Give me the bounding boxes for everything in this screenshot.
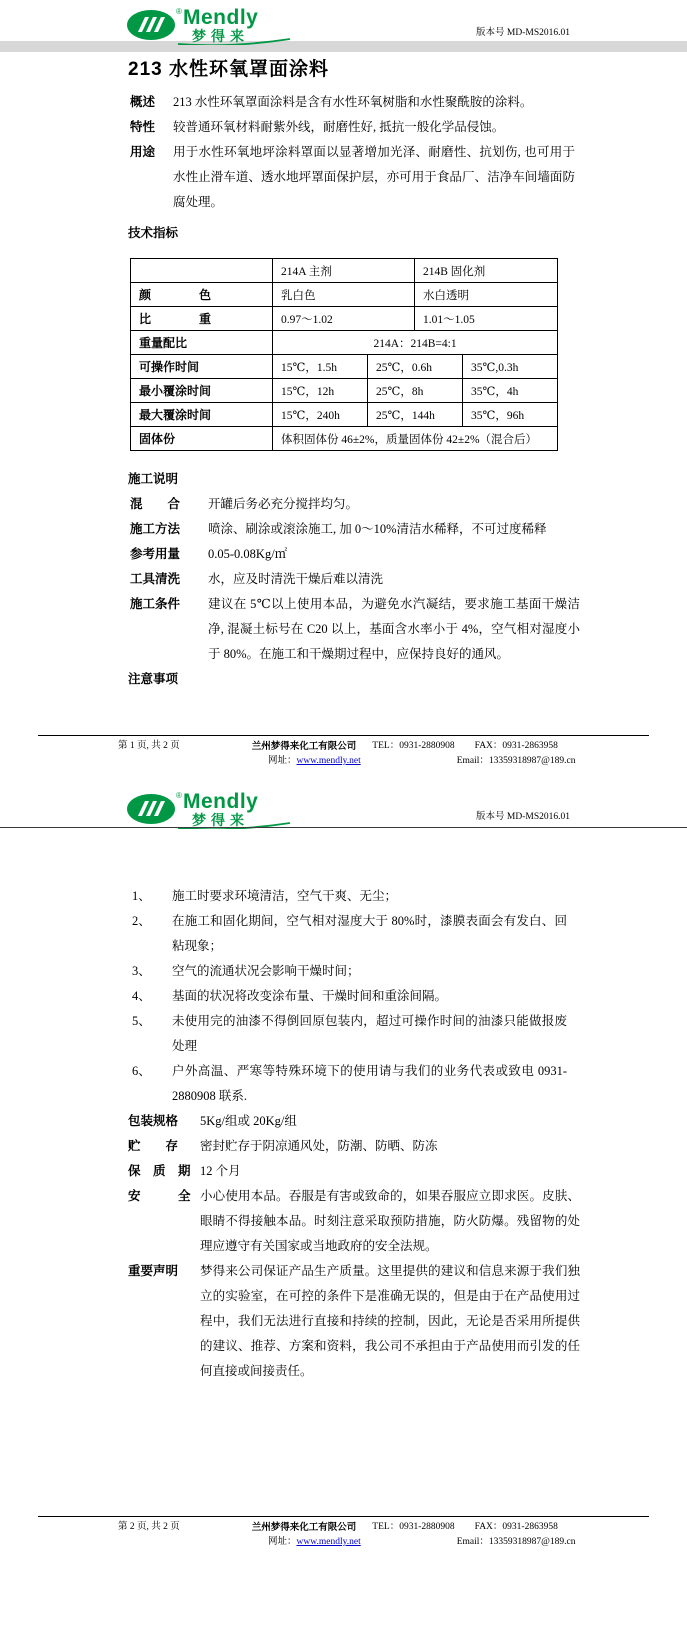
footer-line-2 (0, 754, 687, 769)
item-text: 空气的流通状况会影响干燥时间； (172, 964, 360, 978)
color-label: 颜 色 (131, 283, 273, 307)
solids-label: 固体份 (131, 427, 273, 451)
mendly-oval-icon (127, 794, 175, 824)
color-b: 水白透明 (415, 283, 558, 307)
mendly-logo-graphic (126, 3, 294, 45)
company-fax: FAX：0931-2863958 (474, 741, 558, 751)
disclaimer-label: 重要声明 (128, 1264, 179, 1278)
table-row-solids (131, 427, 558, 451)
footer-rule (38, 735, 649, 736)
max-recoat-label: 最大覆涂时间 (131, 403, 273, 427)
table-row-max-recoat (131, 403, 558, 427)
page1-header (0, 0, 687, 44)
header-empty-cell (131, 259, 273, 283)
table-row-potlife (131, 355, 558, 379)
max-recoat-15: 15℃，240h (273, 403, 368, 427)
page-1 (0, 0, 687, 775)
page-2 (0, 775, 687, 1638)
coverage-label: 参考用量 (130, 547, 181, 561)
tech-specs-table (130, 258, 558, 451)
usage-text: 用于水性环氧地坪涂料罩面以显著增加光泽、耐磨性、抗划伤, 也可用于水性止滑车道、透水地坪罩面保护层，亦可用于食品厂、洁净车间墙面防腐处理。 (173, 145, 575, 209)
item-text: 基面的状况将改变涂布量、干燥时间和重涂间隔。 (172, 989, 448, 1003)
packaging-label: 包装规格 (128, 1114, 179, 1128)
packaging-row (0, 1109, 687, 1134)
table-row-ratio (131, 331, 558, 355)
disclaimer-row (0, 1259, 687, 1384)
construction-heading: 施工说明 (128, 472, 179, 486)
table-row-gravity (131, 307, 558, 331)
conditions-label: 施工条件 (130, 597, 181, 611)
company-email: Email：13359318987@189.cn (456, 756, 576, 766)
registered-mark: ® (176, 791, 182, 800)
item-number: 3、 (132, 964, 151, 978)
footer-rule (38, 1516, 649, 1517)
coverage-text: 0.05-0.08Kg/㎡ (208, 547, 288, 561)
coverage-row (0, 542, 687, 567)
method-row (0, 517, 687, 542)
header-divider-band (0, 41, 687, 52)
tool-cleaning-row (0, 567, 687, 592)
usage-row (0, 140, 687, 215)
ratio-label: 重量配比 (131, 331, 273, 355)
company-tel: TEL：0931-2880908 (372, 741, 455, 751)
features-row (0, 115, 687, 140)
footer-line-1 (0, 1520, 687, 1535)
page1-footer (0, 735, 687, 769)
tech-specs-heading: 技术指标 (128, 226, 179, 240)
website-field (268, 754, 361, 769)
gravity-a: 0.97～1.02 (273, 307, 415, 331)
website-label: 网址： (268, 1537, 297, 1547)
safety-row (0, 1184, 687, 1259)
item-number: 4、 (132, 989, 151, 1003)
overview-label: 概述 (130, 95, 156, 109)
logo-brand-text: Mendly (183, 6, 259, 29)
logo-brand-cn-text: 梦得来 (192, 812, 249, 828)
method-text: 喷涂、刷涂或滚涂施工, 加 0～10%清洁水稀释，不可过度稀释 (208, 522, 547, 536)
potlife-label: 可操作时间 (131, 355, 273, 379)
potlife-25: 25℃，0.6h (368, 355, 463, 379)
logo-brand-cn-text: 梦得来 (192, 28, 249, 44)
max-recoat-35: 35℃，96h (463, 403, 558, 427)
storage-label: 贮 存 (128, 1139, 179, 1153)
company-email: Email：13359318987@189.cn (456, 1537, 576, 1547)
company-name: 兰州梦得来化工有限公司 (251, 1522, 357, 1533)
item-text: 未使用完的油漆不得倒回原包装内，超过可操作时间的油漆只能做报废处理 (172, 1014, 567, 1053)
features-label: 特性 (130, 120, 156, 134)
overview-row (0, 90, 687, 115)
min-recoat-35: 35℃，4h (463, 379, 558, 403)
construction-block (0, 467, 687, 692)
features-text: 较普通环氧材料耐紫外线，耐磨性好, 抵抗一般化学品侵蚀。 (173, 120, 505, 134)
version-label: 版本号 MD-MS2016.01 (476, 28, 570, 38)
list-item (0, 884, 687, 909)
method-label: 施工方法 (130, 522, 181, 536)
list-item (0, 984, 687, 1009)
website-field (268, 1535, 361, 1550)
tool-cleaning-label: 工具清洗 (130, 572, 181, 586)
company-fax: FAX：0931-2863958 (474, 1522, 558, 1532)
website-link[interactable]: www.mendly.net (296, 756, 361, 766)
header-component-b: 214B 固化剂 (415, 259, 558, 283)
shelf-life-row (0, 1159, 687, 1184)
website-label: 网址： (268, 756, 297, 766)
conditions-row (0, 592, 687, 667)
page-number: 第 1 页, 共 2 页 (118, 741, 180, 751)
min-recoat-25: 25℃，8h (368, 379, 463, 403)
page2-sections (0, 1109, 687, 1384)
page2-header (0, 775, 687, 828)
ratio-value: 214A：214B=4:1 (273, 331, 558, 355)
page2-footer (0, 1516, 687, 1550)
storage-row (0, 1134, 687, 1159)
precautions-heading: 注意事项 (128, 672, 179, 686)
company-name: 兰州梦得来化工有限公司 (251, 741, 357, 752)
mixing-row (0, 492, 687, 517)
mendly-oval-icon (127, 10, 175, 40)
mixing-label: 混 合 (130, 497, 181, 511)
packaging-text: 5Kg/组或 20Kg/组 (200, 1114, 297, 1128)
item-number: 2、 (132, 914, 151, 928)
conditions-text: 建议在 5℃以上使用本品，为避免水汽凝结，要求施工基面干燥洁净, 混凝土标号在 C20 以上，基面含水率小于 4%，空气相对湿度小于 80%。在施工和干燥期过程中，应保持良好的通风。 (208, 597, 580, 661)
footer-line-1 (0, 739, 687, 754)
min-recoat-15: 15℃，12h (273, 379, 368, 403)
header-component-a: 214A 主剂 (273, 259, 415, 283)
version-label: 版本号 MD-MS2016.01 (476, 812, 570, 822)
registered-mark: ® (176, 7, 182, 16)
min-recoat-label: 最小覆涂时间 (131, 379, 273, 403)
mendly-logo-graphic (126, 787, 294, 829)
usage-label: 用途 (130, 145, 156, 159)
precaution-list (0, 884, 687, 1109)
solids-value: 体积固体份 46±2%，质量固体份 42±2%（混合后） (273, 427, 558, 451)
mendly-logo (126, 3, 294, 49)
safety-label: 安 全 (128, 1189, 191, 1203)
gravity-label: 比 重 (131, 307, 273, 331)
list-item (0, 1009, 687, 1059)
list-item (0, 959, 687, 984)
page-title: 213 水性环氧罩面涂料 (128, 59, 329, 80)
color-a: 乳白色 (273, 283, 415, 307)
shelf-life-text: 12 个月 (200, 1164, 241, 1178)
logo-brand-text: Mendly (183, 790, 259, 813)
max-recoat-25: 25℃，144h (368, 403, 463, 427)
website-link[interactable]: www.mendly.net (296, 1537, 361, 1547)
potlife-15: 15℃，1.5h (273, 355, 368, 379)
item-number: 6、 (132, 1064, 151, 1078)
intro-sections (0, 90, 687, 215)
item-text: 施工时要求环境清洁，空气干爽、无尘； (172, 889, 398, 903)
header-rule (0, 827, 687, 828)
table-row-color (131, 283, 558, 307)
storage-text: 密封贮存于阴凉通风处，防潮、防晒、防冻 (200, 1139, 438, 1153)
shelf-life-label: 保 质 期 (128, 1164, 191, 1178)
list-item (0, 1059, 687, 1109)
list-item (0, 909, 687, 959)
overview-text: 213 水性环氧罩面涂料是含有水性环氧树脂和水性聚酰胺的涂料。 (173, 95, 533, 109)
footer-line-2 (0, 1535, 687, 1550)
mixing-text: 开罐后务必充分搅拌均匀。 (208, 497, 359, 511)
tool-cleaning-text: 水，应及时清洗干燥后难以清洗 (208, 572, 384, 586)
item-number: 5、 (132, 1014, 151, 1028)
table-row-min-recoat (131, 379, 558, 403)
item-text: 户外高温、严寒等特殊环境下的使用请与我们的业务代表或致电 0931-2880908 联系. (172, 1064, 567, 1103)
item-number: 1、 (132, 889, 151, 903)
gravity-b: 1.01～1.05 (415, 307, 558, 331)
potlife-35: 35℃,0.3h (463, 355, 558, 379)
disclaimer-text: 梦得来公司保证产品生产质量。这里提供的建议和信息来源于我们独立的实验室，在可控的条件下是准确无误的，但是由于在产品使用过程中，我们无法进行直接和持续的控制，因此，无论是否采用所提供的建议、推荐、方案和资料，我公司不承担由于产品使用而引发的任何直接或间接责任。 (200, 1264, 580, 1378)
table-row-header (131, 259, 558, 283)
safety-text: 小心使用本品。吞服是有害或致命的，如果吞服应立即求医。皮肤、眼睛不得接触本品。时刻注意采取预防措施，防火防爆。残留物的处理应遵守有关国家或当地政府的安全法规。 (200, 1189, 580, 1253)
item-text: 在施工和固化期间，空气相对湿度大于 80%时，漆膜表面会有发白、回粘现象； (172, 914, 567, 953)
page-number: 第 2 页, 共 2 页 (118, 1522, 180, 1532)
company-tel: TEL：0931-2880908 (372, 1522, 455, 1532)
